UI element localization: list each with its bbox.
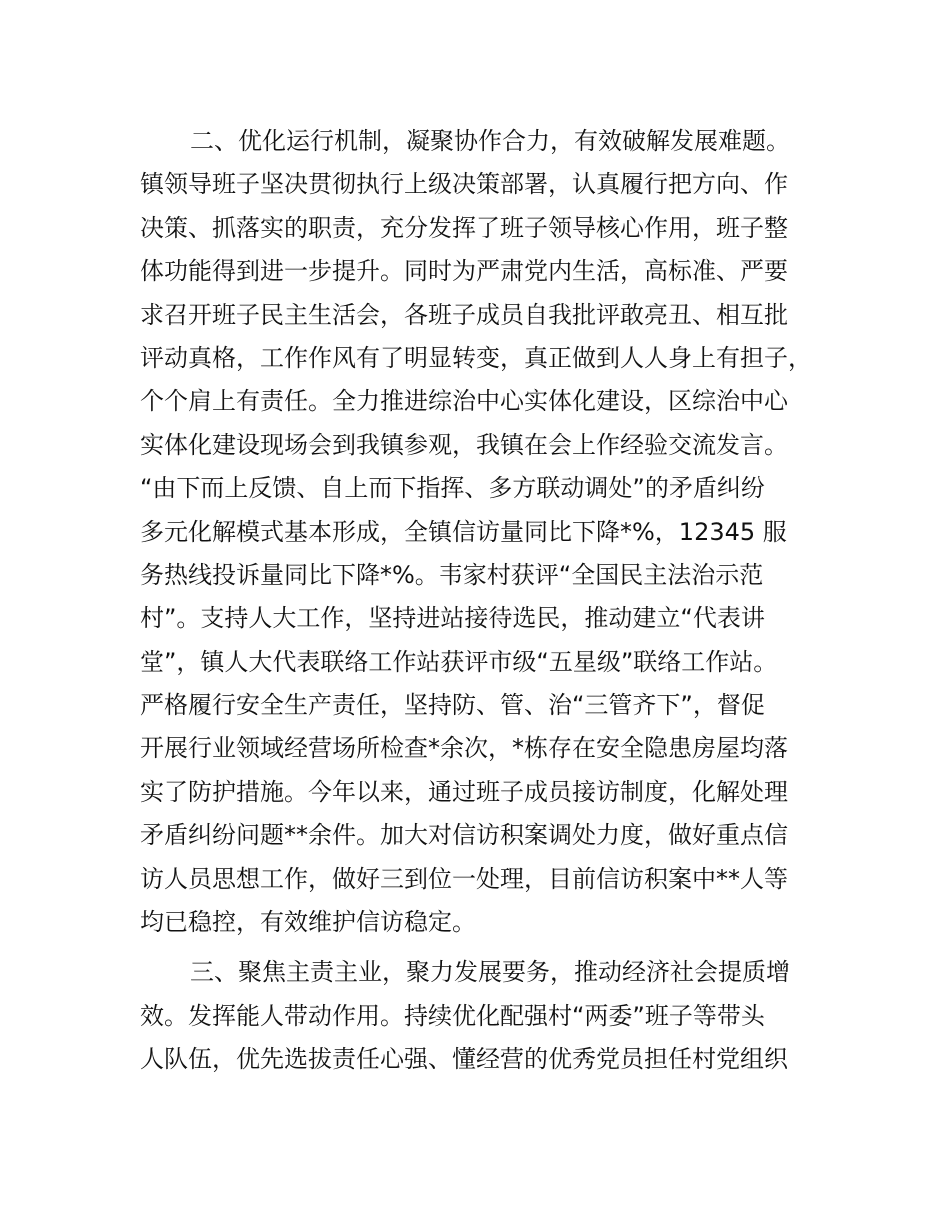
text-line: 均已稳控，有效维护信访稳定。 bbox=[140, 908, 476, 937]
text-line: 个个肩上有责任。全力推进综治中心实体化建设，区综治中心 bbox=[140, 387, 788, 416]
text-line: 开展行业领域经营场所检查*余次，*栋存在安全隐患房屋均落 bbox=[140, 734, 788, 763]
text-line: 二、优化运行机制，凝聚协作合力，有效破解发展难题。 bbox=[190, 127, 790, 155]
paragraph-spacer bbox=[140, 944, 840, 951]
text-line: 决策、抓落实的职责，充分发挥了班子领导核心作用，班子整 bbox=[140, 213, 788, 242]
text-line: 村”。支持人大工作，坚持进站接待选民，推动建立“代表讲 bbox=[140, 604, 765, 633]
text-line: 求召开班子民主生活会，各班子成员自我批评敢亮丑、相互批 bbox=[140, 300, 788, 329]
text-line: “由下而上反馈、自上而下指挥、多方联动调处”的矛盾纠纷 bbox=[140, 474, 765, 503]
text-line: 堂”，镇人大代表联络工作站获评市级“五星级”联络工作站。 bbox=[140, 647, 778, 676]
text-line: 镇领导班子坚决贯彻执行上级决策部署，认真履行把方向、作 bbox=[140, 170, 788, 199]
text-line: 多元化解模式基本形成，全镇信访量同比下降*%，12345 服 bbox=[140, 517, 787, 546]
text-line: 人队伍，优先选拔责任心强、懂经营的优秀党员担任村党组织 bbox=[140, 1045, 788, 1074]
text-line: 体功能得到进一步提升。同时为严肃党内生活，高标准、严要 bbox=[140, 257, 788, 286]
paragraph-section-two bbox=[140, 120, 840, 944]
text-line: 实了防护措施。今年以来，通过班子成员接访制度，化解处理 bbox=[140, 777, 788, 806]
text-line: 严格履行安全生产责任，坚持防、管、治“三管齐下”，督促 bbox=[140, 691, 765, 720]
text-line: 矛盾纠纷问题**余件。加大对信访积案调处力度，做好重点信 bbox=[140, 821, 788, 850]
text-line: 评动真格，工作作风有了明显转变，真正做到人人身上有担子， bbox=[140, 343, 812, 372]
paragraph-section-three bbox=[140, 951, 840, 1081]
text-line: 三、聚焦主责主业，聚力发展要务，推动经济社会提质增 bbox=[190, 958, 790, 987]
text-line: 访人员思想工作，做好三到位一处理，目前信访积案中**人等 bbox=[140, 864, 788, 893]
document-body bbox=[140, 120, 840, 1082]
text-line: 效。发挥能人带动作用。持续优化配强村“两委”班子等带头 bbox=[140, 1001, 765, 1030]
text-line: 实体化建设现场会到我镇参观，我镇在会上作经验交流发言。 bbox=[140, 430, 788, 459]
text-line: 务热线投诉量同比下降*%。韦家村获评“全国民主法治示范 bbox=[140, 560, 764, 589]
